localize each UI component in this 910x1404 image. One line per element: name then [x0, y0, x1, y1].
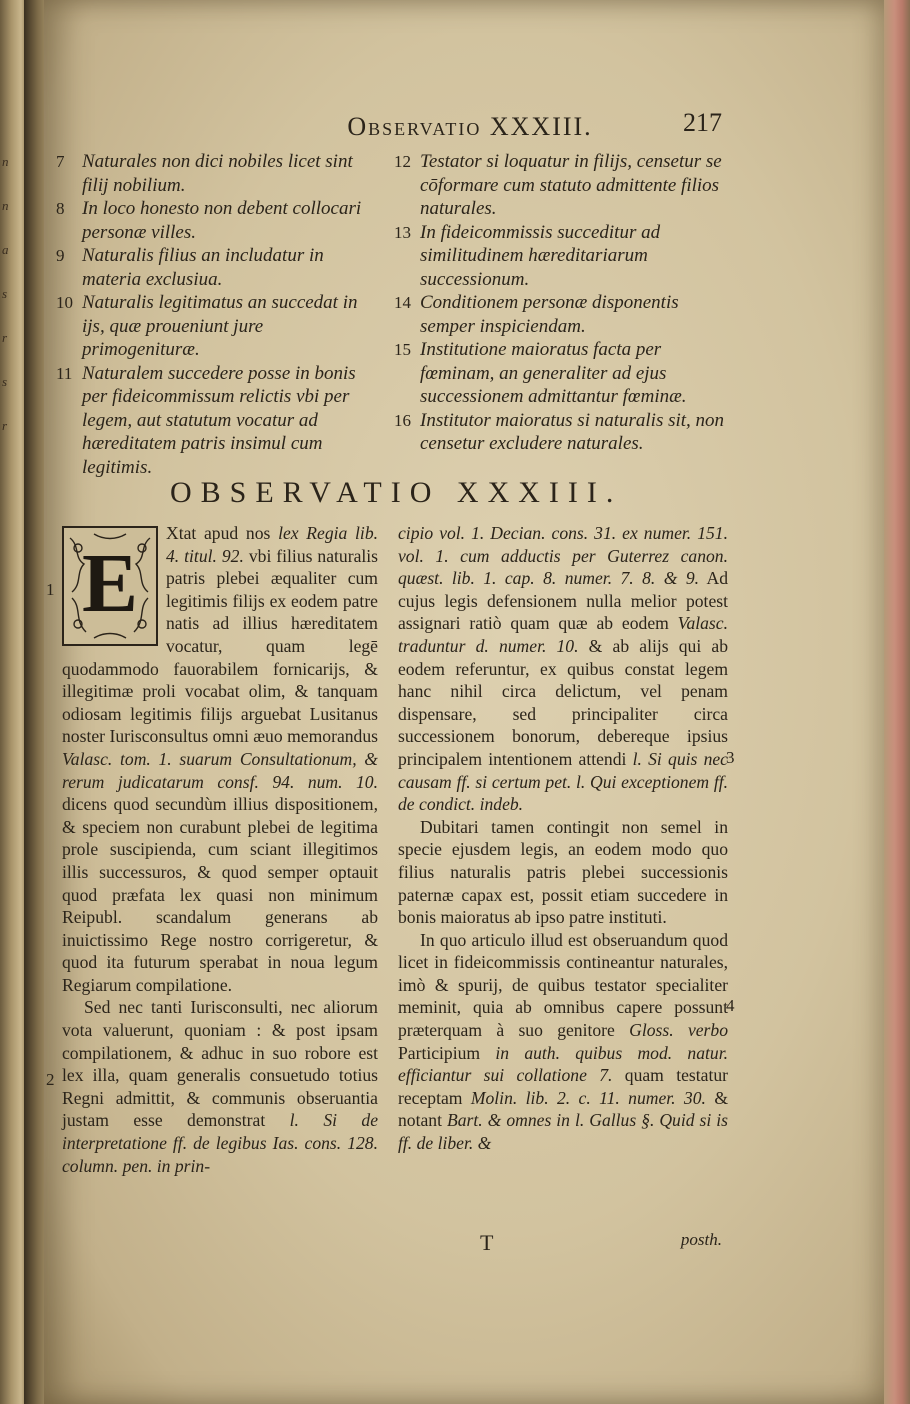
summary-number: 15 — [394, 340, 411, 359]
summary-text: Naturalis filius an includatur in materia exclusiua. — [82, 245, 324, 290]
margin-number: 1 — [46, 580, 55, 599]
running-title-word: Observatio — [347, 112, 482, 141]
summary-text: Institutione maioratus facta per fœminam, an generaliter ad ejus successionem admittantur fœminæ. — [420, 339, 687, 407]
citation: Molin. lib. 2. c. 11. numer. 30. — [470, 1087, 706, 1108]
summary-number: 10 — [56, 293, 73, 312]
citation: in auth. quibus mod. natur. efficiantur sui collatione 7. — [398, 1042, 728, 1086]
summary-number: 9 — [56, 246, 65, 265]
margin-letter: r — [2, 330, 8, 345]
running-title-number: XXXIII. — [489, 112, 593, 141]
body-right-column — [398, 522, 728, 1155]
summary-item — [56, 244, 378, 291]
summary-left-column — [56, 150, 378, 479]
margin-letter: r — [2, 418, 8, 433]
body-left-column — [62, 522, 378, 1177]
summary-text: Naturalis legitimatus an succedat in ijs, quæ proueniunt jure primogenituræ. — [82, 292, 358, 360]
summary-item — [394, 150, 734, 221]
summary-text: Conditionem personæ disponentis semper inspiciendam. — [420, 292, 679, 337]
paragraph — [62, 996, 378, 1177]
margin-number: 4 — [726, 996, 735, 1015]
summary-number: 12 — [394, 152, 411, 171]
decorated-initial — [62, 526, 158, 646]
summary-item — [394, 221, 734, 292]
summary-item — [56, 197, 378, 244]
citation: cipio vol. 1. Decian. cons. 31. ex numer. 151. vol. 1. cum adductis per Guterrez canon. quæst. lib. 1. cap. 8. numer. 7. 8. & 9. — [398, 523, 728, 589]
summary-text: In fideicommissis succeditur ad similitudinem hæreditariarum successionum. — [420, 221, 661, 290]
paragraph — [62, 522, 378, 996]
text-run: dicens quod secundùm illius dispositionem, & speciem non curabunt plebei de legitima prole suscipienda, cum sciant illegitimos illis successuros, & quod semper optauit quod præfata lex quasi non minimum Reipubl. scandalum generans ab inuictissimo Rege nostro corrigeretur, & quod ita futurum sperabat in noua legum Regiarum compilatione. — [62, 794, 378, 995]
summary-number: 13 — [394, 222, 411, 242]
summary-item — [56, 291, 378, 362]
margin-letter: s — [2, 286, 8, 301]
summary-item — [394, 338, 734, 409]
text-run: In quo articulo illud est obseruandum quod licet in fideicommissis contineantur naturales, imò & spurij, de quibus testator specialiter meminit, quia ab omnibus capere possunt præterquam à suo genitore — [398, 929, 728, 1041]
summary-number: 11 — [56, 363, 73, 383]
paragraph — [398, 522, 728, 816]
summary-item — [56, 150, 378, 197]
margin-number: 2 — [46, 1070, 55, 1089]
summary-number: 8 — [56, 199, 65, 218]
summary-text: Naturales non dici nobiles licet sint filij nobilium. — [82, 151, 353, 196]
text-run: Participium — [398, 1042, 481, 1063]
margin-letter: n — [2, 198, 9, 213]
paragraph — [398, 929, 728, 1155]
citation: Valasc. tom. 1. suarum Consultationum, & rerum judicatarum consf. 94. num. 10. — [62, 748, 378, 792]
running-head — [230, 112, 710, 148]
citation: l. Si quis nec causam ff. si certum pet. l. Qui exceptionem ff. de condict. indeb. — [398, 748, 728, 815]
summary-number: 16 — [394, 410, 411, 430]
summary-right-column — [394, 150, 734, 456]
citation: l. Si de interpretatione ff. de legibus Ias. cons. 128. column. pen. in prin- — [62, 1110, 379, 1176]
text-run: Xtat apud nos — [166, 523, 271, 543]
facing-page-margin-letters — [0, 140, 26, 448]
catchword: posth. — [680, 1230, 722, 1249]
signature-mark: T — [480, 1230, 494, 1255]
margin-letter: a — [2, 242, 9, 257]
citation: Valasc. traduntur d. numer. 10. — [398, 613, 728, 656]
text-run: & notant — [398, 1087, 728, 1131]
summary-item — [56, 362, 378, 480]
summary-number: 7 — [56, 152, 65, 171]
text-run: vbi filius naturalis patris plebei æqualiter cum legitimis filijs ex eodem patre natis ad illius hæreditatem vocatur, quam legē quodammodo fauorabilem fornicarijs, & illegitimæ proli vocabat olim, & tanquam odiosam legitimis filijs arguebat Lusitanus noster Iurisconsultus omni æuo memorandus — [62, 545, 379, 747]
citation: lex Regia lib. 4. titul. 92. — [166, 523, 379, 566]
summary-text: Testator si loquatur in filijs, censetur se cōformare cum statuto admittente filios naturales. — [420, 151, 722, 219]
text-run: Sed nec tanti Iurisconsulti, nec aliorum vota valuerunt, quoniam : & post ipsam compilationem, & adhuc in suo robore est lex illa, quam generalis consuetudo totius Regni admittit, & communis obseruantia justam esse demonstrat — [62, 997, 378, 1131]
citation: Bart. & omnes in l. Gallus §. Quid si is ff. de liber. & — [398, 1110, 728, 1154]
text-run: Ad cujus legis defensionem nulla melior potest assignari ratiò quam quæ ab eodem — [398, 568, 728, 634]
page-fore-edge — [884, 0, 910, 1404]
folio-number: 217 — [683, 108, 722, 137]
text-run: Dubitari tamen contingit non semel in specie ejusdem legis, an eodem modo quo filius naturalis patris plebei successionis paternæ capax est, possit etiam succedere in bonis maioratus ab ipso patre instituti. — [398, 816, 728, 928]
margin-number: 3 — [726, 748, 735, 767]
margin-letter: n — [2, 154, 9, 169]
margin-letter: s — [2, 374, 8, 389]
summary-number: 14 — [394, 293, 411, 312]
summary-item — [394, 291, 734, 338]
summary-text: Institutor maioratus si naturalis sit, non censetur excludere naturales. — [420, 409, 725, 454]
paragraph — [398, 816, 728, 929]
summary-text: Naturalem succedere posse in bonis per fideicommissum relictis vbi per legem, aut statutum vocatur ad hæreditatem patris insimul cum legitimis. — [82, 362, 356, 478]
summary-item — [394, 409, 734, 456]
section-title: OBSERVATIO XXXIII. — [170, 476, 623, 509]
text-run: & ab alijs qui ab eodem referuntur, ex quibus constat legem hanc nihil circa delictum, vel penam dispensare, sed principaliter circa successionem bonorum, debereque ipsius principalem intentionem attendi — [398, 635, 728, 769]
initial-letter: E — [81, 537, 139, 630]
text-run: quam testatur receptam — [398, 1065, 728, 1108]
summary-text: In loco honesto non debent collocari personæ villes. — [82, 198, 362, 243]
citation: Gloss. verbo — [629, 1020, 728, 1041]
